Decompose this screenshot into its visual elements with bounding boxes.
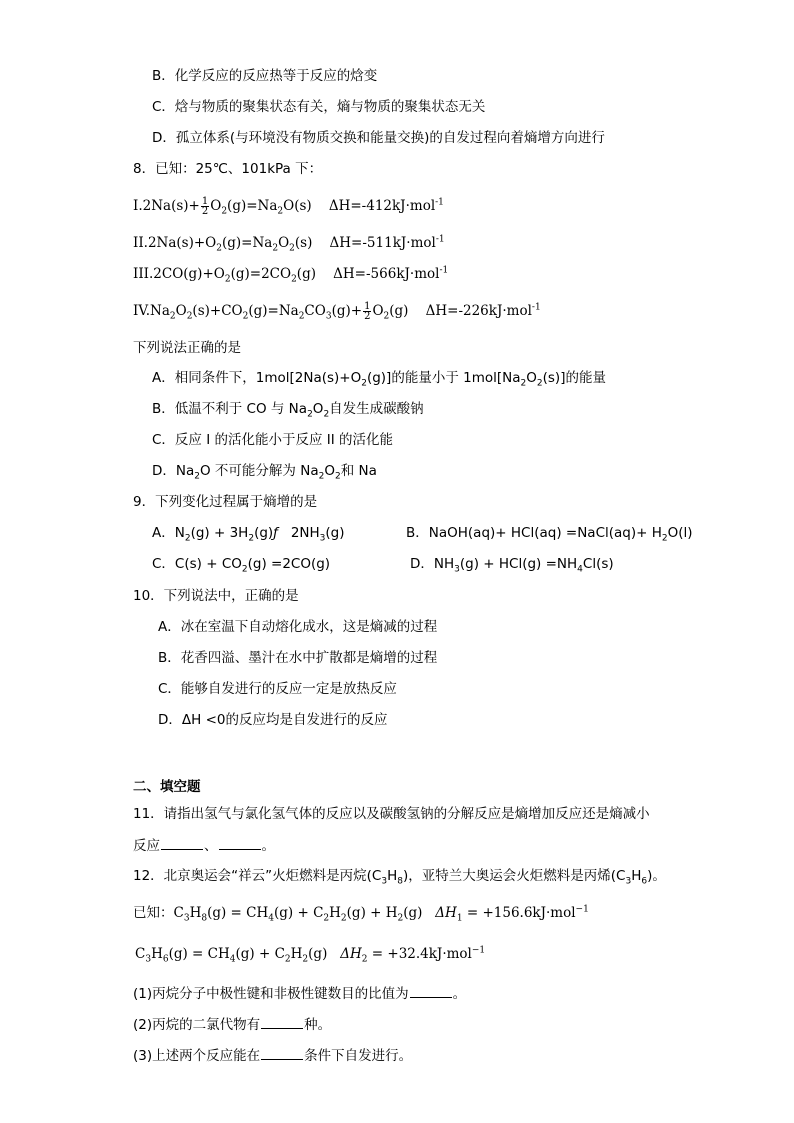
answer-blank[interactable]	[261, 1045, 303, 1060]
q8-option-d: D．$Na_2O$ 不可能分解为 $Na_2O_2$和 Na	[152, 463, 377, 482]
fraction-half: $\frac{1}{2}$	[201, 196, 209, 217]
q12-equation-1: 已知：$C_3H_8(g) = CH_4(g) + C_2H_2(g) + H_2(g)$ $\Delta H_1 = +156.6kJ\cdot mol^{-1}$	[133, 904, 589, 924]
answer-blank[interactable]	[261, 1014, 303, 1029]
q7-option-d: D．孤立体系(与环境没有物质交换和能量交换)的自发过程向着熵增方向进行	[152, 130, 605, 146]
answer-blank[interactable]	[410, 983, 452, 998]
q12-line1: 12．北京奥运会“祥云”火炬燃料是丙烷$(C_3H_8)$，亚特兰大奥运会火炬燃料是丙烯$(C_3H_6)$。	[133, 868, 666, 887]
q11-line1: 11．请指出氢气与氯化氢气体的反应以及碳酸氢钠的分解反应是熵增加反应还是熵减小	[133, 806, 650, 822]
q8-reaction-3: $III.2CO(g)+O_2(g)=2CO_2(g)$ ΔH=-566kJ·mol$^{-1}$	[133, 265, 449, 285]
q12-part-2: (2)丙烷的二氯代物有 种。	[133, 1014, 331, 1035]
q11-line2: 反应 、 。	[133, 835, 275, 856]
q10-stem: 10．下列说法中，正确的是	[133, 588, 299, 604]
q12-equation-2: $C_3H_6(g) = CH_4(g) + C_2H_2(g)$ $\Delta H_2 = +32.4kJ\cdot mol^{-1}$	[135, 945, 486, 965]
q10-option-c: C．能够自发进行的反应一定是放热反应	[158, 681, 397, 697]
q9-option-a: A．$N_2(g)$ + $3H_2(g)ƒ$ $2NH_3(g)$	[152, 525, 345, 544]
q8-stem: 8．已知：25℃、101kPa 下：	[133, 161, 323, 177]
q8-option-b: B．低温不利于 CO 与 $Na_2O_2$自发生成碳酸钠	[152, 401, 424, 420]
q10-option-b: B．花香四溢、墨汁在水中扩散都是熵增的过程	[158, 650, 438, 666]
q12-part-3: (3)上述两个反应能在 条件下自发进行。	[133, 1045, 412, 1066]
fraction-half: $\frac{1}{2}$	[364, 301, 371, 322]
q8-reaction-4: $IV.Na_2O_2(s)+CO_2(g)=Na_2CO_3(g)+$ $\frac{1}{2}$ $O_2(g)$ ΔH=-226kJ·mol$^{-1}$	[133, 301, 541, 322]
answer-blank[interactable]	[161, 835, 203, 850]
q9-option-c: C．$C(s) + CO_2(g) =2CO(g)$	[152, 556, 331, 575]
q10-option-a: A．冰在室温下自动熔化成水，这是熵减的过程	[158, 619, 438, 635]
q7-option-b: B．化学反应的反应热等于反应的焓变	[152, 68, 378, 84]
q9-option-d: D．$NH_3(g) + HCl(g) =NH_4Cl(s)$	[410, 556, 614, 575]
q8-option-a: A．相同条件下，$1mol[2Na(s)+O_2(g)]$的能量小于 $1mol[Na_2O_2(s)]$的能量	[152, 370, 606, 389]
q9-stem: 9．下列变化过程属于熵增的是	[133, 494, 318, 510]
equilibrium-arrow-glyph: ƒ	[273, 525, 278, 541]
q7-option-c: C．焓与物质的聚集状态有关，熵与物质的聚集状态无关	[152, 99, 486, 115]
q8-reaction-2: $II.2Na(s)+O_2(g)=Na_2O_2(s)$ ΔH=-511kJ·mol$^{-1}$	[133, 234, 445, 254]
q8-reaction-1: I.2Na(s)+ $\frac{1}{2}$ $O_2(g)=Na_2O(s)$ ΔH=-412kJ·mol$^{-1}$	[133, 196, 444, 217]
q8-option-c: C．反应 I 的活化能小于反应 II 的活化能	[152, 432, 394, 448]
q8-ask: 下列说法正确的是	[133, 340, 241, 356]
q9-option-b: B．NaOH(aq)+ HCl(aq) =NaCl(aq)+ $H_2O(l)$	[406, 525, 693, 544]
q10-option-d: D．ΔH <0的反应均是自发进行的反应	[158, 712, 388, 728]
section-title: 二、填空题	[133, 779, 201, 795]
answer-blank[interactable]	[219, 835, 261, 850]
q12-part-1: (1)丙烷分子中极性键和非极性键数目的比值为 。	[133, 983, 466, 1004]
